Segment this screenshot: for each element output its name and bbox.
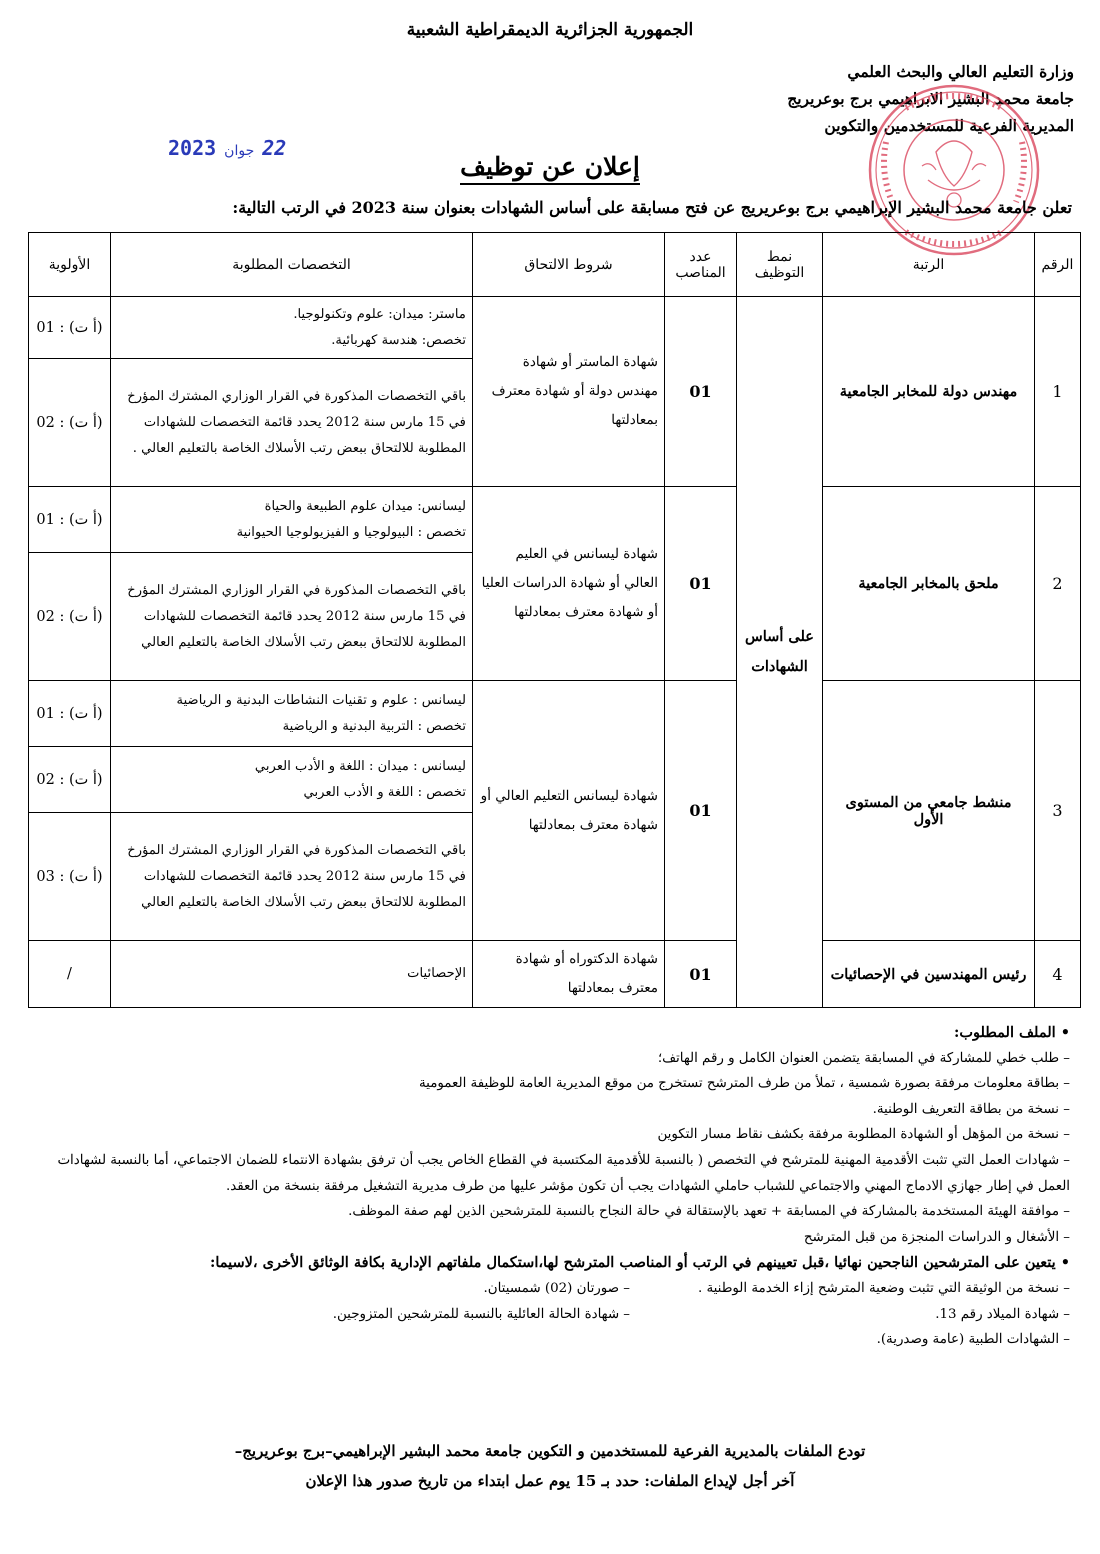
specialty-cell xyxy=(111,359,473,487)
docs-heading: • الملف المطلوب: xyxy=(953,1024,1070,1041)
rank-name: مهندس دولة للمخابر الجامعية xyxy=(823,297,1035,487)
positions-table xyxy=(28,232,1081,1008)
specialty-cell xyxy=(111,297,473,359)
after-docs-list xyxy=(25,1276,1070,1327)
date-day: 22 xyxy=(262,136,287,160)
row-number: 1 xyxy=(1035,297,1081,487)
priority-cell: (أ ت) : 01 xyxy=(29,681,111,747)
footer-deadline: آخر أجل لإيداع الملفات: حدد بـ 15 يوم عمل ابتداء من تاريخ صدور هذا الإعلان xyxy=(305,1472,795,1490)
specialty-cell xyxy=(111,941,473,1008)
after-docs-item: – صورتان (02) شمسيتان. xyxy=(483,1280,630,1296)
intro-text: تعلن جامعة محمد البشير الإبراهيمي برج بوعريريج عن فتح مسابقة على أساس الشهادات بعنوان سنة 2023 في الرتب التالية: xyxy=(232,198,1072,217)
rank-name: رئيس المهندسين في الإحصائيات xyxy=(823,941,1035,1008)
positions-count: 01 xyxy=(665,297,737,487)
rank-name: ملحق بالمخابر الجامعية xyxy=(823,487,1035,681)
row-number: 3 xyxy=(1035,681,1081,941)
admission-conditions: شهادة الدكتوراه أو شهادة معترف بمعادلتها xyxy=(473,941,665,1008)
docs-item: – شهادات العمل التي تثبت الأقدمية المهنية للمترشح في التخصص ( بالنسبة للأقدمية المكتسبة في القطاع الخاص يجب أن ترفق بشهادة الانتماء للضمان الاجتماعي، أما بالنسبة لشهادات العمل في إطار جهازي الادماج المهني والاجتماعي للشباب حاملي الشهادات يجب أن تكون مؤشر عليها من طرف مديرية التشغيل مرفقة بنسخة من العقد. xyxy=(57,1152,1070,1194)
specialty-line: باقي التخصصات المذكورة في القرار الوزاري المشترك المؤرخ في 15 مارس سنة 2012 يحدد قائمة التخصصات للشهادات المطلوبة للالتحاق ببعض رتب الأسلاك الخاصة بالتعليم العالي . xyxy=(127,388,466,456)
docs-list xyxy=(25,1046,1070,1251)
specialty-cell xyxy=(111,747,473,813)
positions-count: 01 xyxy=(665,941,737,1008)
table-row xyxy=(29,487,1081,553)
specialty-line: تخصص : اللغة و الأدب العربي xyxy=(303,784,466,800)
specialty-line: تخصص: هندسة كهربائية. xyxy=(331,332,466,348)
announcement-title xyxy=(0,152,1100,181)
after-docs-item: – شهادة الحالة العائلية بالنسبة للمترشحين المتزوجين. xyxy=(332,1306,630,1322)
table-row xyxy=(29,941,1081,1008)
recruitment-mode: على أساس الشهادات xyxy=(737,297,823,1008)
after-docs-item: – شهادة الميلاد رقم 13. xyxy=(935,1306,1070,1322)
priority-cell: (أ ت) : 01 xyxy=(29,487,111,553)
docs-item: – نسخة من بطاقة التعريف الوطنية. xyxy=(872,1101,1070,1117)
admission-conditions: شهادة الماستر أو شهادة مهندس دولة أو شهادة معترف بمعادلتها xyxy=(473,297,665,487)
table-row xyxy=(29,297,1081,359)
specialty-cell xyxy=(111,553,473,681)
after-docs-item: – نسخة من الوثيقة التي تثبت وضعية المترشح إزاء الخدمة الوطنية . xyxy=(697,1280,1070,1296)
header-mode: نمط التوظيف xyxy=(737,233,823,297)
specialty-cell xyxy=(111,813,473,941)
date-month: جوان xyxy=(224,143,255,159)
header-priority: الأولوية xyxy=(29,233,111,297)
row-number: 2 xyxy=(1035,487,1081,681)
docs-item: – طلب خطي للمشاركة في المسابقة يتضمن العنوان الكامل و رقم الهاتف؛ xyxy=(657,1050,1070,1066)
date-year: 2023 xyxy=(168,136,217,160)
positions-count: 01 xyxy=(665,681,737,941)
specialty-line: تخصص : البيولوجيا و الفيزيولوجيا الحيوانية xyxy=(236,524,466,540)
after-docs-row xyxy=(25,1302,1070,1328)
specialty-line: ماستر: ميدان: علوم وتكنولوجيا. xyxy=(293,306,466,322)
rank-name: منشط جامعي من المستوى الأول xyxy=(823,681,1035,941)
table-header-row xyxy=(29,233,1081,297)
header-rank: الرتبة xyxy=(823,233,1035,297)
specialty-line: ليسانس : ميدان : اللغة و الأدب العربي xyxy=(254,758,466,774)
specialty-cell xyxy=(111,681,473,747)
specialty-line: باقي التخصصات المذكورة في القرار الوزاري المشترك المؤرخ في 15 مارس سنة 2012 يحدد قائمة التخصصات للشهادات المطلوبة للالتحاق ببعض رتب الأسلاك الخاصة بالتعليم العالي xyxy=(127,842,466,910)
admission-conditions: شهادة ليسانس التعليم العالي أو شهادة معترف بمعادلتها xyxy=(473,681,665,941)
university-name: جامعة محمد البشير الابراهيمي برج بوعريريج xyxy=(787,89,1074,108)
priority-cell: (أ ت) : 03 xyxy=(29,813,111,941)
header-conditions: شروط الالتحاق xyxy=(473,233,665,297)
specialty-line: الإحصائيات xyxy=(407,966,466,981)
priority-cell: (أ ت) : 01 xyxy=(29,297,111,359)
republic-heading: الجمهورية الجزائرية الديمقراطية الشعبية xyxy=(406,20,694,40)
docs-item: – موافقة الهيئة المستخدمة بالمشاركة في المسابقة + تعهد بالإستقالة في حالة النجاح بالنسبة للمترشحين الذين لهم صفة الموظف. xyxy=(348,1204,1070,1220)
required-documents xyxy=(25,1020,1070,1353)
docs-item: – الأشغال و الدراسات المنجزة من قبل المترشح xyxy=(803,1229,1070,1245)
docs-item: – بطاقة معلومات مرفقة بصورة شمسية ، تملأ من طرف المترشح تستخرج من موقع المديرية العامة للوظيفة العمومية xyxy=(418,1076,1070,1092)
positions-count: 01 xyxy=(665,487,737,681)
header-count: عدد المناصب xyxy=(665,233,737,297)
header-num: الرقم xyxy=(1035,233,1081,297)
specialty-line: ليسانس : علوم و تقنيات النشاطات البدنية و الرياضية xyxy=(176,692,466,708)
table-row xyxy=(29,681,1081,747)
after-heading: • يتعين على المترشحين الناجحين نهائيا ،قبل تعيينهم في الرتب أو المناصب المترشح لها،استكمال ملفاتهم الإدارية بكافة الوثائق الأخرى ،لاسيما: xyxy=(209,1254,1070,1272)
header-specialties: التخصصات المطلوبة xyxy=(111,233,473,297)
priority-cell: / xyxy=(29,941,111,1008)
admission-conditions: شهادة ليسانس في العليم العالي أو شهادة الدراسات العليا أو شهادة معترف بمعادلتها xyxy=(473,487,665,681)
specialty-line: ليسانس: ميدان علوم الطبيعة والحياة xyxy=(264,498,466,514)
ministry-name: وزارة التعليم العالي والبحث العلمي xyxy=(847,62,1074,81)
specialty-cell xyxy=(111,487,473,553)
docs-item: – نسخة من المؤهل أو الشهادة المطلوبة مرفقة بكشف نقاط مسار التكوين xyxy=(657,1127,1070,1143)
priority-cell: (أ ت) : 02 xyxy=(29,553,111,681)
directorate-name: المديرية الفرعية للمستخدمين والتكوين xyxy=(824,116,1074,135)
docs-last-item: – الشهادات الطبية (عامة وصدرية). xyxy=(876,1332,1070,1348)
footer-deposit: تودع الملفات بالمديرية الفرعية للمستخدمين و التكوين جامعة محمد البشير الإبراهيمي–برج بوعريريج– xyxy=(234,1442,866,1460)
specialty-line: تخصص : التربية البدنية و الرياضية xyxy=(282,718,466,734)
table-body xyxy=(29,297,1081,1008)
announcement-title-text: إعلان عن توظيف xyxy=(460,152,640,185)
priority-cell: (أ ت) : 02 xyxy=(29,359,111,487)
row-number: 4 xyxy=(1035,941,1081,1008)
footer xyxy=(0,1436,1100,1496)
priority-cell: (أ ت) : 02 xyxy=(29,747,111,813)
after-docs-row xyxy=(25,1276,1070,1302)
specialty-line: باقي التخصصات المذكورة في القرار الوزاري المشترك المؤرخ في 15 مارس سنة 2012 يحدد قائمة التخصصات للشهادات المطلوبة للالتحاق ببعض رتب الأسلاك الخاصة بالتعليم العالي xyxy=(127,582,466,650)
